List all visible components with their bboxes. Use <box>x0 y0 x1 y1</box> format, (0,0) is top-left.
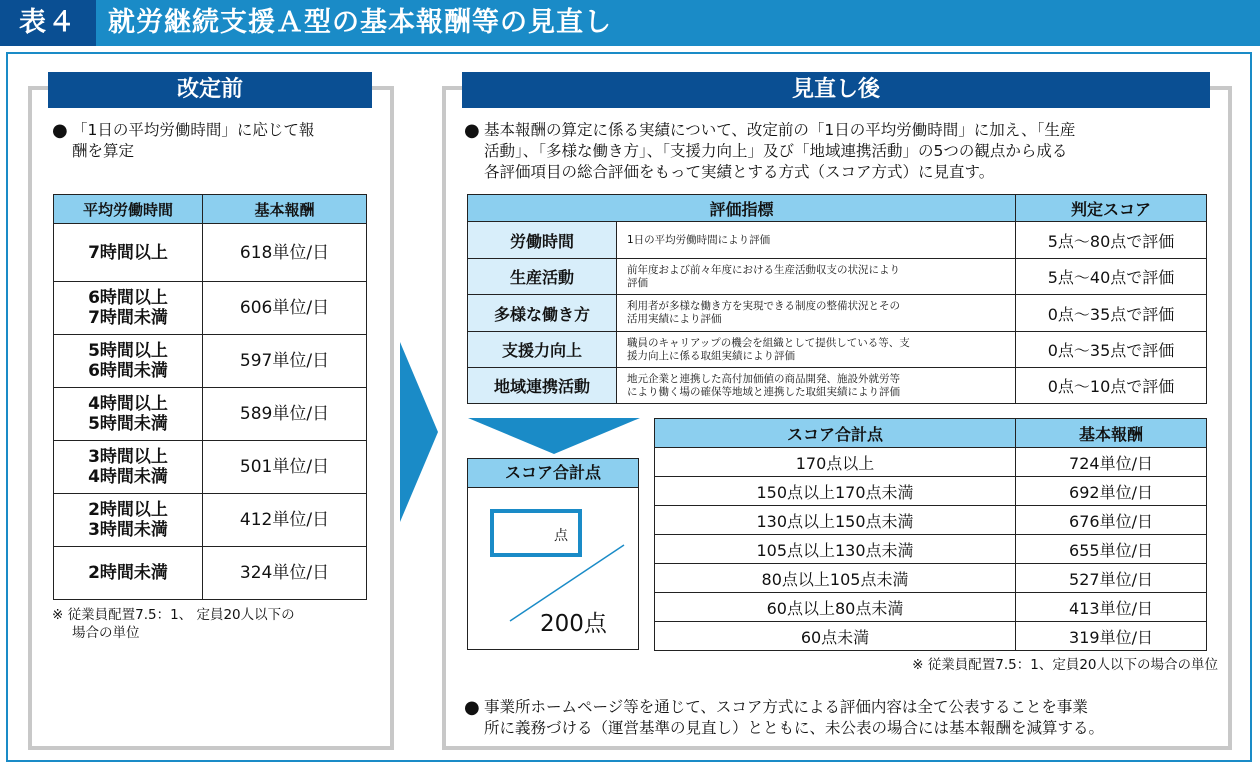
range-cell: 105点以上130点未満 <box>655 535 1016 564</box>
range-cell: 60点以上80点未満 <box>655 593 1016 622</box>
reward-cell: 324単位/日 <box>203 547 367 600</box>
table-row <box>54 494 367 547</box>
reward-cell: 692単位/日 <box>1016 477 1207 506</box>
range-cell: 80点以上105点未満 <box>655 564 1016 593</box>
table-row <box>655 622 1207 651</box>
table-row <box>54 282 367 335</box>
range-cell: 130点以上150点未満 <box>655 506 1016 535</box>
description-cell: 前年度および前々年度における生産活動収支の状況により 評価 <box>617 259 1016 295</box>
score-cell: 0点～35点で評価 <box>1016 332 1207 368</box>
hours-cell: 7時間以上 <box>54 224 203 282</box>
category-cell: 多様な働き方 <box>468 295 617 332</box>
column-header: スコア合計点 <box>655 419 1016 448</box>
bullet-icon: ● <box>464 697 480 718</box>
reward-cell: 618単位/日 <box>203 224 367 282</box>
score-unit-label: 点 <box>554 528 568 544</box>
table-row <box>54 335 367 388</box>
table-row <box>54 388 367 441</box>
column-header: 基本報酬 <box>203 195 367 224</box>
reward-cell: 501単位/日 <box>203 441 367 494</box>
table-row <box>655 506 1207 535</box>
table-row <box>655 564 1207 593</box>
reward-cell: 597単位/日 <box>203 335 367 388</box>
page-title: 就労継続支援Ａ型の基本報酬等の見直し <box>108 7 612 38</box>
score-cell: 0点～35点で評価 <box>1016 295 1207 332</box>
category-cell: 労働時間 <box>468 222 617 259</box>
before-footnote-line1: ※ 従業員配置7.5：1、 定員20人以下の <box>52 607 295 623</box>
description-cell: 利用者が多様な働き方を実現できる制度の整備状況とその 活用実績により評価 <box>617 295 1016 332</box>
before-footnote-line2: 場合の単位 <box>72 625 140 641</box>
table-row <box>468 295 1207 332</box>
reward-cell: 606単位/日 <box>203 282 367 335</box>
reward-cell: 412単位/日 <box>203 494 367 547</box>
after-footnote: ※ 従業員配置7.5：1、定員20人以下の場合の単位 <box>912 657 1218 673</box>
table-row <box>54 224 367 282</box>
table-row <box>54 441 367 494</box>
after-bullet-line1: 基本報酬の算定に係る実績について、改定前の「1日の平均労働時間」に加え、「生産 <box>484 121 1076 139</box>
after-bullet-line2: 活動」、「多様な働き方」、「支援力向上」及び「地域連携活動」の5つの観点から成る <box>484 142 1068 160</box>
reward-cell: 655単位/日 <box>1016 535 1207 564</box>
evaluation-table <box>467 194 1207 404</box>
description-cell: 1日の平均労働時間により評価 <box>617 222 1016 259</box>
score-cell: 0点～10点で評価 <box>1016 368 1207 404</box>
table-row <box>54 547 367 600</box>
after-heading: 見直し後 <box>462 72 1210 108</box>
hours-cell: 6時間以上 7時間未満 <box>54 282 203 335</box>
hours-cell: 4時間以上 5時間未満 <box>54 388 203 441</box>
description-cell: 地元企業と連携した高付加価値の商品開発、施設外就労等 により働く場の確保等地域と連携した取組実績により評価 <box>617 368 1016 404</box>
range-cell: 170点以上 <box>655 448 1016 477</box>
range-cell: 150点以上170点未満 <box>655 477 1016 506</box>
table-row <box>468 368 1207 404</box>
table-header-row <box>655 419 1207 448</box>
score-cell: 5点～80点で評価 <box>1016 222 1207 259</box>
hours-cell: 2時間以上 3時間未満 <box>54 494 203 547</box>
column-header: 平均労働時間 <box>54 195 203 224</box>
table-row <box>655 535 1207 564</box>
category-cell: 地域連携活動 <box>468 368 617 404</box>
table-row <box>655 593 1207 622</box>
score-max-label: 200点 <box>540 611 607 637</box>
reward-cell: 724単位/日 <box>1016 448 1207 477</box>
after-bullet-line3: 各評価項目の総合評価をもって実績とする方式（スコア方式）に見直す。 <box>484 163 995 181</box>
table-row <box>655 448 1207 477</box>
column-header: 評価指標 <box>468 195 1016 222</box>
range-cell: 60点未満 <box>655 622 1016 651</box>
hours-cell: 2時間未満 <box>54 547 203 600</box>
reward-cell: 527単位/日 <box>1016 564 1207 593</box>
before-bullet-line2: 酬を算定 <box>72 142 135 160</box>
reward-cell: 413単位/日 <box>1016 593 1207 622</box>
table-row <box>468 222 1207 259</box>
title-bar <box>0 0 1260 46</box>
right-arrow-icon <box>400 342 438 522</box>
table-row <box>655 477 1207 506</box>
reward-cell: 319単位/日 <box>1016 622 1207 651</box>
table-number-tag: 表４ <box>0 0 96 46</box>
before-footnote <box>52 606 382 642</box>
hours-cell: 5時間以上 6時間未満 <box>54 335 203 388</box>
score-box-header: スコア合計点 <box>468 459 638 488</box>
score-reward-table <box>654 418 1207 651</box>
table-header-row <box>468 195 1207 222</box>
table-row <box>468 259 1207 295</box>
score-cell: 5点～40点で評価 <box>1016 259 1207 295</box>
reward-cell: 676単位/日 <box>1016 506 1207 535</box>
hours-cell: 3時間以上 4時間未満 <box>54 441 203 494</box>
before-heading: 改定前 <box>48 72 372 108</box>
column-header: 基本報酬 <box>1016 419 1207 448</box>
before-bullet-line1: 「1日の平均労働時間」に応じて報 <box>72 121 315 139</box>
reward-cell: 589単位/日 <box>203 388 367 441</box>
bullet-icon: ● <box>52 120 68 141</box>
after-bottom-line1: 事業所ホームページ等を通じて、スコア方式による評価内容は全て公表することを事業 <box>484 698 1088 716</box>
labor-hours-table <box>53 194 367 600</box>
category-cell: 生産活動 <box>468 259 617 295</box>
score-total-box <box>467 458 639 650</box>
description-cell: 職員のキャリアップの機会を組織として提供している等、支 援力向上に係る取組実績により評価 <box>617 332 1016 368</box>
table-row <box>468 332 1207 368</box>
column-header: 判定スコア <box>1016 195 1207 222</box>
category-cell: 支援力向上 <box>468 332 617 368</box>
after-bottom-line2: 所に義務づける（運営基準の見直し）とともに、未公表の場合には基本報酬を減算する。 <box>484 719 1105 737</box>
table-header-row <box>54 195 367 224</box>
down-arrow-icon <box>468 418 640 454</box>
bullet-icon: ● <box>464 120 480 141</box>
